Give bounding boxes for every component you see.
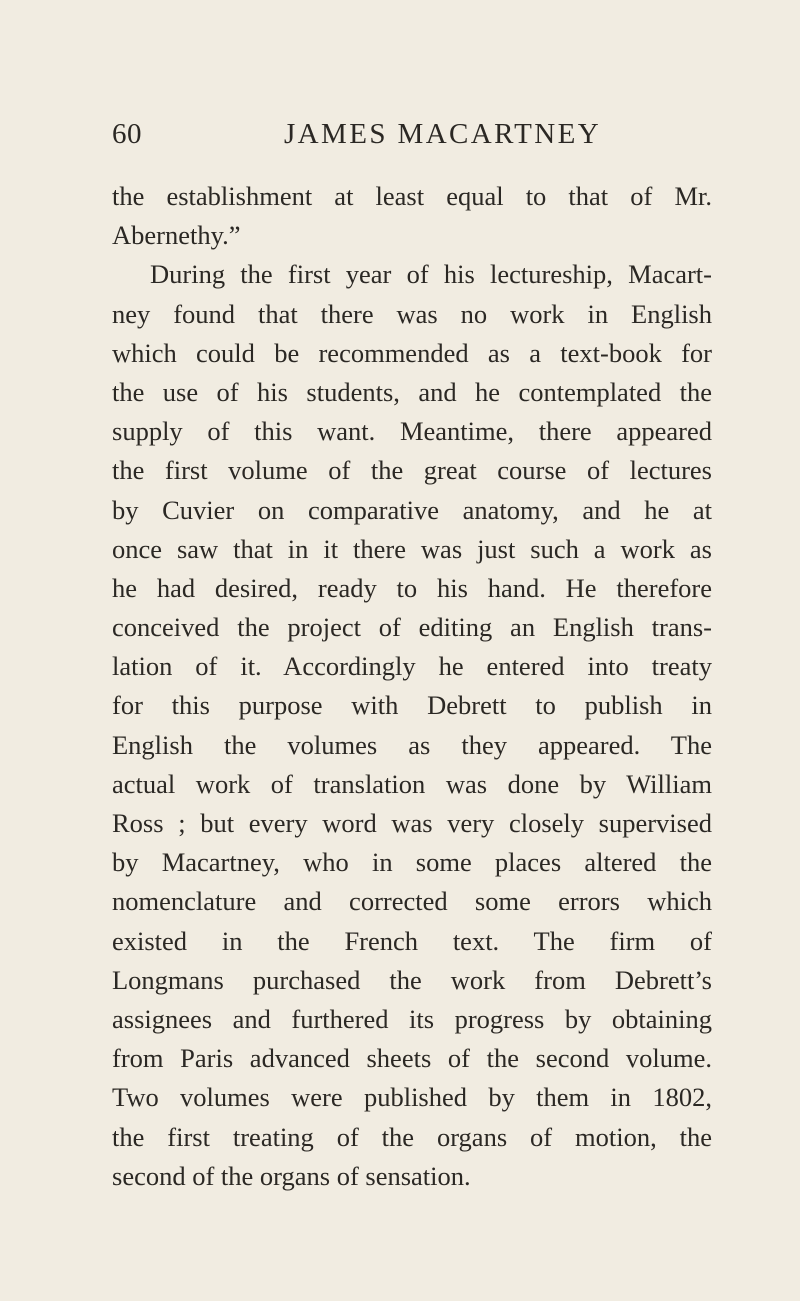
text-line: the first treating of the organs of motion, the [112, 1121, 712, 1152]
text-line: assignees and furthered its progress by obtaining [112, 1003, 712, 1034]
text-line: Two volumes were published by them in 1802, [112, 1082, 712, 1113]
body-text [112, 177, 712, 1196]
text-line: existed in the French text. The firm of [112, 925, 712, 956]
text-line: the first volume of the great course of lectures [112, 455, 712, 486]
text-line: ney found that there was no work in English [112, 298, 712, 329]
text-line: supply of this want. Meantime, there appeared [112, 416, 712, 447]
text-line: lation of it. Accordingly he entered into treaty [112, 651, 712, 682]
text-line: actual work of translation was done by William [112, 768, 712, 799]
text-line: second of the organs of sensation. [112, 1160, 471, 1191]
text-line: Abernethy.” [112, 220, 241, 251]
text-line: Longmans purchased the work from Debrett’s [112, 964, 712, 995]
text-line: the use of his students, and he contemplated the [112, 376, 712, 407]
text-line: Ross ; but every word was very closely supervised [112, 808, 712, 838]
text-line: for this purpose with Debrett to publish in [112, 690, 712, 721]
text-line: nomenclature and corrected some errors which [112, 886, 712, 917]
text-line: English the volumes as they appeared. The [112, 729, 712, 760]
text-line: which could be recommended as a text-book for [112, 337, 712, 368]
running-title: JAMES MACARTNEY [284, 118, 602, 150]
text-line: from Paris advanced sheets of the second volume. [112, 1043, 712, 1074]
text-line: he had desired, ready to his hand. He therefore [112, 572, 712, 603]
text-line: once saw that in it there was just such a work as [112, 533, 712, 564]
text-line: During the first year of his lectureship, Macart- [150, 259, 712, 290]
text-line: by Macartney, who in some places altered the [112, 847, 712, 878]
text-line: the establishment at least equal to that of Mr. [112, 181, 712, 211]
running-header [112, 118, 712, 158]
page-number: 60 [112, 118, 142, 150]
text-line: by Cuvier on comparative anatomy, and he at [112, 494, 712, 525]
text-line: conceived the project of editing an English trans- [112, 612, 712, 643]
